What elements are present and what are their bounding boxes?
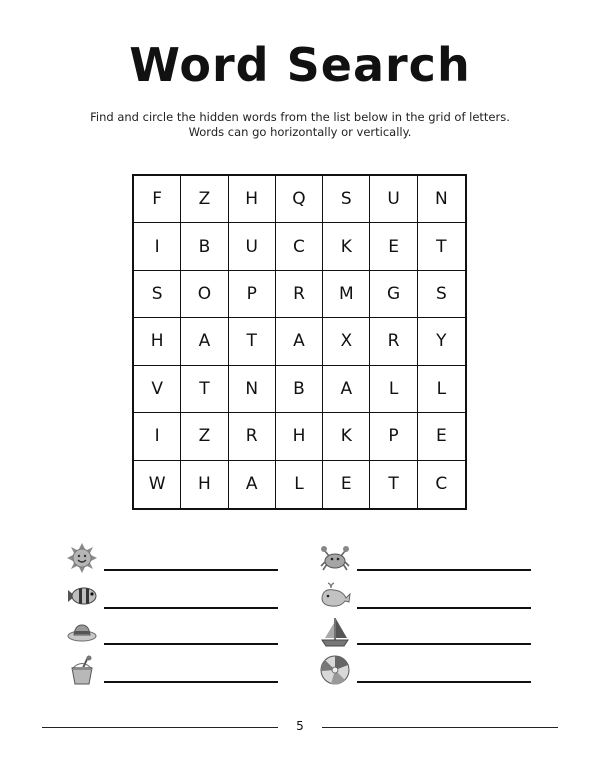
grid-cell[interactable]: L — [370, 366, 417, 413]
grid-cell[interactable]: C — [435, 474, 448, 495]
answer-line[interactable] — [357, 643, 531, 645]
answer-line[interactable] — [357, 607, 531, 609]
grid-cell[interactable]: U — [229, 223, 276, 270]
grid-cell[interactable]: R — [370, 318, 417, 365]
grid-cell[interactable]: I — [134, 413, 181, 460]
grid-cell[interactable]: R — [276, 271, 323, 318]
grid-cell[interactable]: G — [370, 271, 417, 318]
grid-cell[interactable]: L — [418, 366, 465, 413]
footer-divider-left — [42, 727, 278, 728]
answer-line[interactable] — [104, 607, 278, 609]
grid-cell[interactable]: H — [276, 413, 323, 460]
sun-hat-icon — [66, 616, 98, 648]
grid-cell[interactable]: T — [229, 318, 276, 365]
grid-cell[interactable]: B — [276, 366, 323, 413]
grid-cell[interactable]: N — [229, 366, 276, 413]
grid-cell[interactable]: E — [418, 413, 465, 460]
grid-cell[interactable]: A — [229, 461, 276, 508]
crab-icon — [319, 542, 351, 574]
grid-cell[interactable]: E — [370, 223, 417, 270]
page-number: 5 — [296, 719, 304, 733]
grid-cell[interactable]: S — [134, 271, 181, 318]
grid-cell[interactable]: T — [370, 461, 417, 508]
grid-cell[interactable]: P — [370, 413, 417, 460]
grid-cell[interactable]: K — [323, 223, 370, 270]
grid-cell[interactable]: A — [181, 318, 228, 365]
fish-icon — [66, 580, 98, 612]
grid-cell[interactable]: L — [276, 461, 323, 508]
grid-cell[interactable]: X — [323, 318, 370, 365]
grid-cell[interactable]: A — [276, 318, 323, 365]
grid-cell[interactable]: Z — [181, 413, 228, 460]
instructions-line-1: Find and circle the hidden words from the list below in the grid of letters. — [90, 110, 510, 124]
clue-fish — [66, 580, 286, 614]
grid-cell[interactable]: B — [181, 223, 228, 270]
grid-cell[interactable]: U — [370, 176, 417, 223]
instructions-line-2: Words can go horizontally or vertically. — [188, 125, 412, 139]
grid-cell[interactable]: H — [181, 461, 228, 508]
answer-line[interactable] — [357, 681, 531, 683]
grid-cell[interactable]: S — [418, 271, 465, 318]
grid-cell[interactable]: T — [181, 366, 228, 413]
page-title: Word Search — [129, 38, 471, 92]
grid-cell[interactable]: C — [276, 223, 323, 270]
answer-line[interactable] — [357, 569, 531, 571]
grid-cell[interactable]: O — [181, 271, 228, 318]
grid-cell[interactable]: M — [323, 271, 370, 318]
grid-cell[interactable]: S — [323, 176, 370, 223]
sand-bucket-icon — [66, 654, 98, 686]
clue-sand-bucket — [66, 654, 286, 688]
grid-cell[interactable]: F — [134, 176, 181, 223]
grid-cell[interactable]: Z — [181, 176, 228, 223]
answer-line[interactable] — [104, 569, 278, 571]
grid-cell[interactable]: I — [134, 223, 181, 270]
grid-cell[interactable]: W — [134, 461, 181, 508]
sun-icon — [66, 542, 98, 574]
grid-cell[interactable]: A — [323, 366, 370, 413]
grid-cell[interactable]: R — [229, 413, 276, 460]
grid-cell[interactable]: V — [134, 366, 181, 413]
clue-sun — [66, 542, 286, 576]
grid-cell[interactable]: H — [229, 176, 276, 223]
beach-ball-icon — [319, 654, 351, 686]
grid-cell[interactable]: T — [418, 223, 465, 270]
answer-line[interactable] — [104, 643, 278, 645]
letter-grid — [132, 174, 467, 510]
grid-cell[interactable]: Q — [276, 176, 323, 223]
grid-cell[interactable]: P — [229, 271, 276, 318]
grid-cell[interactable]: K — [323, 413, 370, 460]
grid-cell[interactable]: Y — [418, 318, 465, 365]
answer-line[interactable] — [104, 681, 278, 683]
grid-cell[interactable]: E — [323, 461, 370, 508]
whale-icon — [319, 580, 351, 612]
clue-sun-hat — [66, 616, 286, 650]
footer-divider-right — [322, 727, 558, 728]
clue-crab — [319, 542, 539, 576]
grid-cell[interactable]: H — [134, 318, 181, 365]
instructions — [0, 110, 600, 140]
sailboat-icon — [319, 616, 351, 648]
clue-beach-ball — [319, 654, 539, 688]
grid-cell[interactable]: N — [418, 176, 465, 223]
clue-sailboat — [319, 616, 539, 650]
clue-whale — [319, 580, 539, 614]
